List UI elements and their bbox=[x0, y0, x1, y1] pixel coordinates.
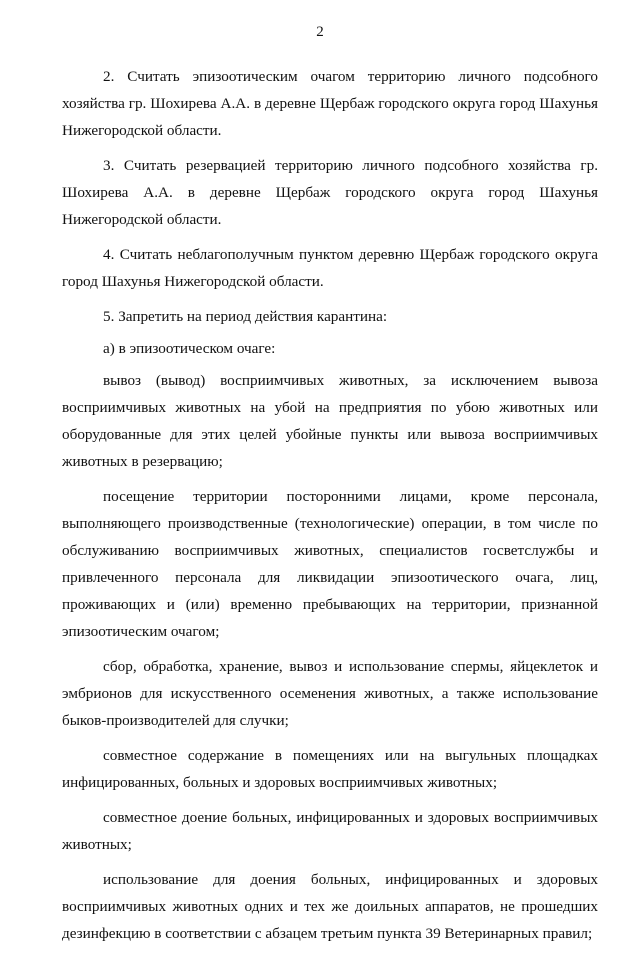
prohibition-removal: вывоз (вывод) восприимчивых животных, за исключением вывоза восприимчивых животных на убой на предприятия по убою животных или оборудованные для этих целей убойные пункты или вывоза восприимчивых животных в резервацию; bbox=[62, 372, 598, 470]
paragraph-item-2: 2. Считать эпизоотическим очагом территорию личного подсобного хозяйства гр. Шохирева А.А. в деревне Щербаж городского округа город Шахунья Нижегородской области. bbox=[62, 68, 598, 139]
page-number: 2 bbox=[316, 24, 324, 40]
document-body bbox=[62, 63, 598, 955]
prohibition-visits: посещение территории посторонними лицами, кроме персонала, выполняющего производственные (технологические) операции, в том числе по обслуживанию восприимчивых животных, специалистов госветслужбы и привлеченного персонала для ликвидации эпизоотического очага, лиц, проживающих и (или) временно пребывающих на территории, признанной эпизоотическим очагом; bbox=[62, 488, 598, 640]
prohibition-milking-equipment: использование для доения больных, инфицированных и здоровых восприимчивых животных одних и тех же доильных аппаратов, не прошедших дезинфекцию в соответствии с абзацем третьим пункта 39 Ветеринарных правил; bbox=[62, 871, 598, 942]
paragraph-item-5: 5. Запретить на период действия карантина: bbox=[103, 308, 388, 325]
paragraph-item-4: 4. Считать неблагополучным пунктом деревню Щербаж городского округа город Шахунья Нижегородской области. bbox=[62, 246, 598, 290]
prohibition-joint-keeping: совместное содержание в помещениях или на выгульных площадках инфицированных, больных и здоровых восприимчивых животных; bbox=[62, 747, 598, 791]
subitem-a-heading: а) в эпизоотическом очаге: bbox=[103, 340, 276, 357]
prohibition-insemination: сбор, обработка, хранение, вывоз и использование спермы, яйцеклеток и эмбрионов для искусственного осеменения животных, а также использование быков-производителей для случки; bbox=[62, 658, 598, 729]
prohibition-joint-milking: совместное доение больных, инфицированных и здоровых восприимчивых животных; bbox=[62, 809, 598, 853]
paragraph-item-3: 3. Считать резервацией территорию личного подсобного хозяйства гр. Шохирева А.А. в деревне Щербаж городского округа город Шахунья Нижегородской области. bbox=[62, 157, 598, 228]
